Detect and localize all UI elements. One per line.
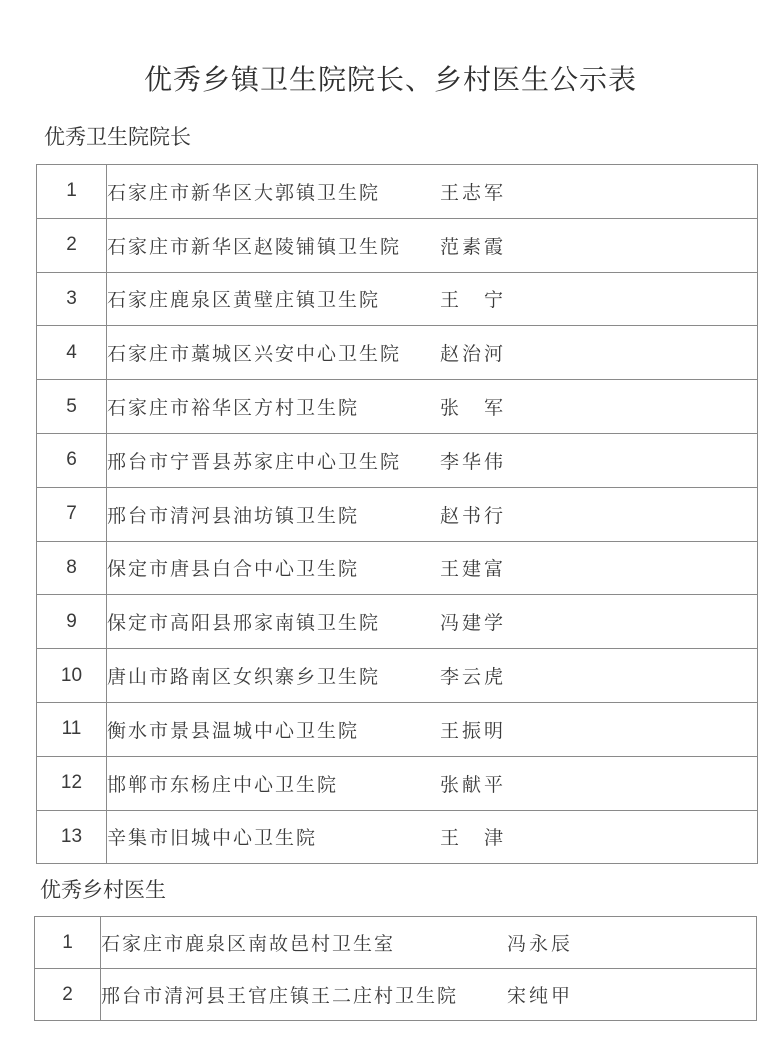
table-row bbox=[37, 218, 758, 272]
table-row bbox=[37, 595, 758, 649]
row-number: 10 bbox=[37, 649, 107, 703]
person-name: 张献平 bbox=[440, 773, 507, 796]
person-name: 李华伟 bbox=[440, 450, 507, 473]
institution-name: 石家庄市藁城区兴安中心卫生院 bbox=[107, 343, 402, 366]
institution-name: 邢台市清河县油坊镇卫生院 bbox=[107, 504, 360, 527]
row-number: 6 bbox=[37, 433, 107, 487]
row-entry bbox=[107, 380, 758, 434]
village-doctors-table bbox=[34, 916, 757, 1021]
table-row bbox=[37, 433, 758, 487]
row-entry bbox=[107, 756, 758, 810]
row-number: 2 bbox=[37, 218, 107, 272]
institution-name: 保定市唐县白合中心卫生院 bbox=[107, 558, 360, 581]
institution-name: 石家庄鹿泉区黄壁庄镇卫生院 bbox=[107, 289, 381, 312]
person-name: 王 津 bbox=[440, 827, 507, 850]
table-row bbox=[35, 969, 757, 1021]
institution-name: 保定市高阳县邢家南镇卫生院 bbox=[107, 612, 381, 635]
row-number: 1 bbox=[35, 917, 101, 969]
row-entry bbox=[107, 541, 758, 595]
row-number: 2 bbox=[35, 969, 101, 1021]
directors-table bbox=[36, 164, 758, 864]
row-entry bbox=[107, 433, 758, 487]
institution-name: 邯郸市东杨庄中心卫生院 bbox=[107, 773, 339, 796]
row-number: 3 bbox=[37, 272, 107, 326]
table-row bbox=[37, 380, 758, 434]
row-number: 5 bbox=[37, 380, 107, 434]
institution-name: 石家庄市新华区大郭镇卫生院 bbox=[107, 181, 381, 204]
row-number: 12 bbox=[37, 756, 107, 810]
section-heading-village-doctors: 优秀乡村医生 bbox=[40, 878, 166, 902]
page-title: 优秀乡镇卫生院院长、乡村医生公示表 bbox=[143, 63, 637, 96]
table-row bbox=[37, 326, 758, 380]
person-name: 宋纯甲 bbox=[507, 985, 574, 1007]
institution-name: 石家庄市裕华区方村卫生院 bbox=[107, 397, 360, 420]
table-row bbox=[37, 541, 758, 595]
table-row bbox=[37, 810, 758, 864]
institution-name: 邢台市清河县王官庄镇王二庄村卫生院 bbox=[101, 985, 459, 1007]
row-number: 8 bbox=[37, 541, 107, 595]
row-entry bbox=[107, 165, 758, 219]
row-entry bbox=[107, 218, 758, 272]
row-entry bbox=[107, 702, 758, 756]
row-number: 11 bbox=[37, 702, 107, 756]
table-row bbox=[37, 272, 758, 326]
row-number: 7 bbox=[37, 487, 107, 541]
person-name: 冯建学 bbox=[440, 612, 507, 635]
row-entry bbox=[107, 810, 758, 864]
person-name: 冯永辰 bbox=[507, 933, 574, 955]
person-name: 王振明 bbox=[440, 719, 507, 742]
table-row bbox=[35, 917, 757, 969]
person-name: 赵治河 bbox=[440, 343, 507, 366]
row-number: 1 bbox=[37, 165, 107, 219]
table-row bbox=[37, 649, 758, 703]
row-entry bbox=[107, 487, 758, 541]
institution-name: 衡水市景县温城中心卫生院 bbox=[107, 719, 360, 742]
person-name: 张 军 bbox=[440, 397, 507, 420]
row-number: 4 bbox=[37, 326, 107, 380]
person-name: 王建富 bbox=[440, 558, 507, 581]
table-row bbox=[37, 487, 758, 541]
institution-name: 石家庄市新华区赵陵铺镇卫生院 bbox=[107, 235, 402, 258]
row-entry bbox=[107, 272, 758, 326]
row-entry bbox=[107, 595, 758, 649]
institution-name: 邢台市宁晋县苏家庄中心卫生院 bbox=[107, 450, 402, 473]
person-name: 范素霞 bbox=[440, 235, 507, 258]
table-row bbox=[37, 165, 758, 219]
institution-name: 石家庄市鹿泉区南故邑村卫生室 bbox=[101, 933, 396, 955]
person-name: 王志军 bbox=[440, 181, 507, 204]
row-number: 13 bbox=[37, 810, 107, 864]
institution-name: 唐山市路南区女织寨乡卫生院 bbox=[107, 666, 381, 689]
table-row bbox=[37, 702, 758, 756]
row-entry bbox=[107, 326, 758, 380]
table-row bbox=[37, 756, 758, 810]
row-entry bbox=[101, 969, 757, 1021]
row-entry bbox=[101, 917, 757, 969]
person-name: 李云虎 bbox=[440, 666, 507, 689]
row-entry bbox=[107, 649, 758, 703]
person-name: 赵书行 bbox=[440, 504, 507, 527]
section-heading-directors: 优秀卫生院院长 bbox=[44, 125, 191, 149]
person-name: 王 宁 bbox=[440, 289, 507, 312]
institution-name: 辛集市旧城中心卫生院 bbox=[107, 827, 318, 850]
row-number: 9 bbox=[37, 595, 107, 649]
